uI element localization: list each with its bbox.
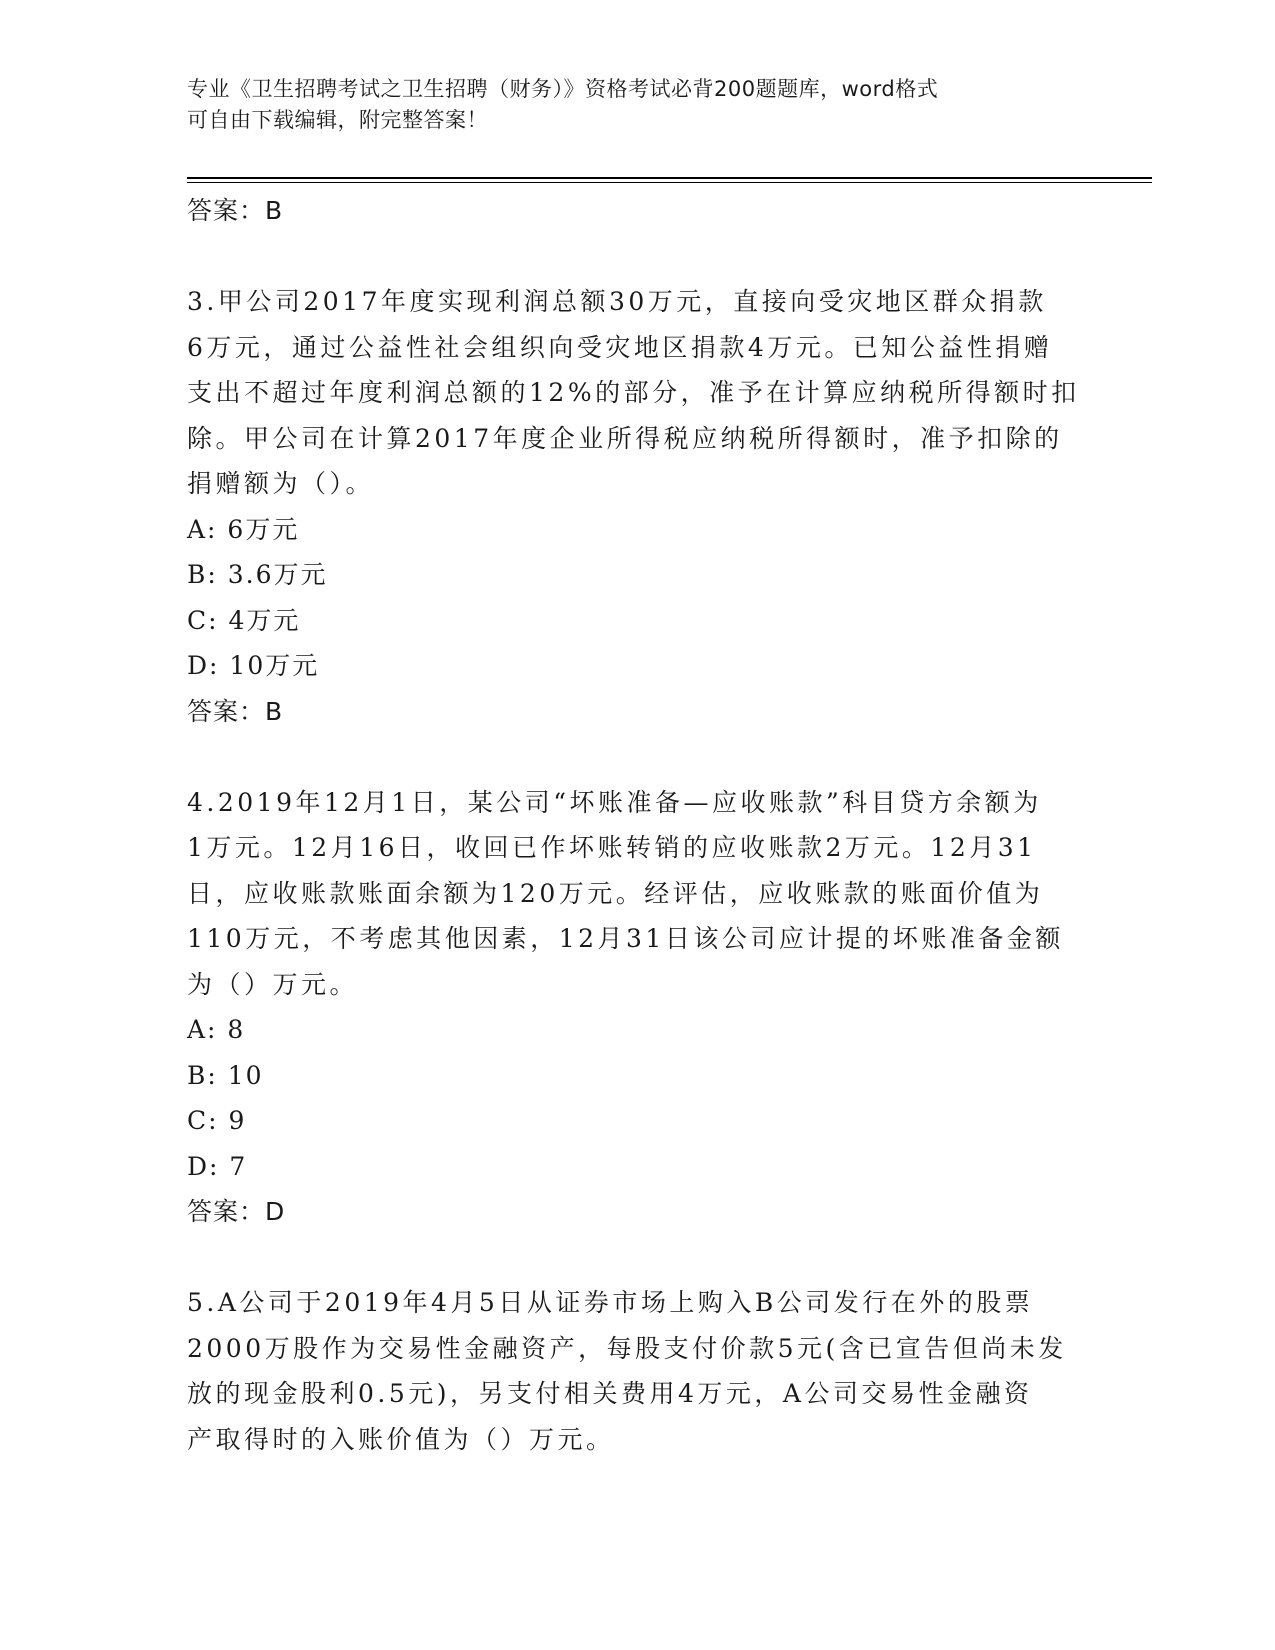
question-5-stem	[187, 1280, 1087, 1462]
stem-line: 3.甲公司2017年度实现利润总额30万元，直接向受灾地区群众捐款	[187, 287, 1047, 316]
question-4-option-a: A: 8	[187, 1015, 246, 1044]
question-4-stem	[187, 780, 1087, 1008]
header-line-2: 可自由下载编辑，附完整答案！	[187, 108, 488, 132]
question-3-option-b: B: 3.6万元	[187, 560, 328, 589]
document-body	[187, 188, 1087, 1462]
stem-line: 除。甲公司在计算2017年度企业所得税应纳税所得额时，准予扣除的	[187, 423, 1063, 453]
question-4-answer: 答案：D	[187, 1197, 286, 1226]
stem-line: 5.A公司于2019年4月5日从证券市场上购入B公司发行在外的股票	[187, 1288, 1034, 1317]
stem-line: 放的现金股利0.5元)，另支付相关费用4万元，A公司交易性金融资	[187, 1379, 1033, 1408]
question-3-answer: 答案：B	[187, 696, 284, 726]
question-4	[187, 780, 1087, 1236]
stem-line: 110万元，不考虑其他因素，12月31日该公司应计提的坏账准备金额	[187, 924, 1064, 953]
question-4-option-d: D: 7	[187, 1151, 248, 1181]
question-3	[187, 279, 1087, 735]
stem-line: 捐赠额为（）。	[187, 469, 375, 498]
header-rule-thin	[187, 182, 1152, 183]
document-header	[187, 74, 1087, 136]
stem-line: 产取得时的入账价值为（）万元。	[187, 1424, 615, 1454]
stem-line: 6万元，通过公益性社会组织向受灾地区捐款4万元。已知公益性捐赠	[187, 332, 1053, 362]
question-3-option-d: D: 10万元	[187, 651, 320, 680]
question-4-option-b: B: 10	[187, 1060, 264, 1090]
stem-line: 支出不超过年度利润总额的12%的部分，准予在计算应纳税所得额时扣	[187, 378, 1080, 407]
question-5	[187, 1280, 1087, 1462]
answer-q2: 答案：B	[187, 196, 284, 225]
stem-line: 1万元。12月16日，收回已作坏账转销的应收账款2万元。12月31	[187, 833, 1037, 862]
stem-line: 2000万股作为交易性金融资产，每股支付价款5元(含已宣告但尚未发	[187, 1333, 1067, 1363]
question-3-option-a: A: 6万元	[187, 514, 300, 544]
header-line-1: 专业《卫生招聘考试之卫生招聘（财务）》资格考试必背200题题库，word格式	[187, 77, 939, 101]
stem-line: 4.2019年12月1日，某公司“坏账准备—应收账款”科目贷方余额为	[187, 787, 1042, 817]
question-4-option-c: C: 9	[187, 1106, 247, 1135]
question-3-stem	[187, 279, 1087, 507]
header-rule-thick	[187, 177, 1152, 179]
stem-line: 日，应收账款账面余额为120万元。经评估，应收账款的账面价值为	[187, 878, 1044, 908]
stem-line: 为（）万元。	[187, 969, 359, 999]
question-3-option-c: C: 4万元	[187, 605, 301, 635]
